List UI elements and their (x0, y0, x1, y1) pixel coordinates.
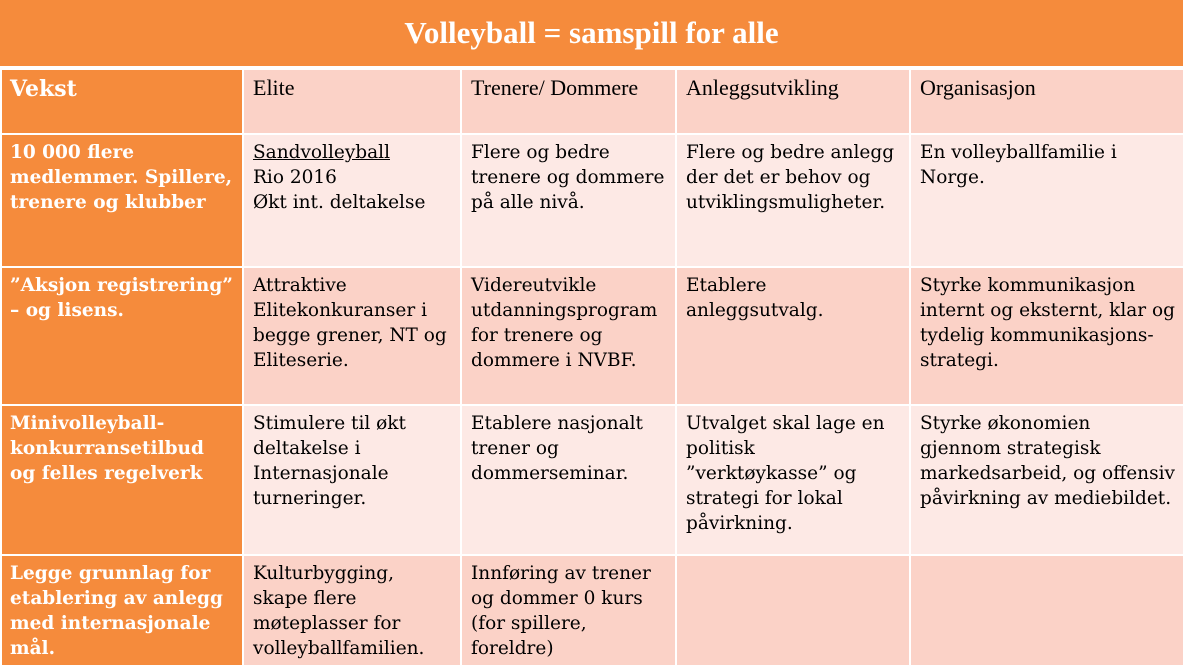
header-organisasjon: Organisasjon (910, 69, 1183, 134)
cell-organisasjon: En volleyballfamilie i Norge. (910, 134, 1183, 267)
cell-anlegg: Etablere anleggsutvalg. (676, 267, 910, 405)
cell-organisasjon: Styrke økonomien gjennom strategisk markedsarbeid, og offensiv påvirkning av mediebildet. (910, 405, 1183, 555)
cell-trenere: Innføring av trener og dommer 0 kurs (for spillere, foreldre) (461, 555, 676, 666)
strategy-table (0, 68, 1183, 667)
cell-elite: Stimulere til økt deltakelse i Internasjonale turneringer. (243, 405, 461, 555)
cell-elite: Kulturbygging, skape flere møteplasser for volleyballfamilien. (243, 555, 461, 666)
row-label: 10 000 flere medlemmer. Spillere, trenere og klubber (1, 134, 243, 267)
cell-trenere: Flere og bedre trenere og dommere på alle nivå. (461, 134, 676, 267)
header-elite: Elite (243, 69, 461, 134)
cell-trenere: Etablere nasjonalt trener og dommerseminar. (461, 405, 676, 555)
cell-anlegg: Utvalget skal lage en politisk ”verktøykasse” og strategi for lokal påvirkning. (676, 405, 910, 555)
table-row (1, 134, 1183, 267)
elite-line: Økt int. deltakelse (253, 192, 426, 213)
cell-anlegg (676, 555, 910, 666)
table-row (1, 555, 1183, 666)
table-header-row (1, 69, 1183, 134)
slide-title: Volleyball = samspill for alle (0, 0, 1183, 68)
header-anleggsutvikling: Anleggsutvikling (676, 69, 910, 134)
row-label: ”Aksjon registrering” – og lisens. (1, 267, 243, 405)
elite-underlined-text: Sandvolleyball (253, 142, 390, 163)
table-row (1, 405, 1183, 555)
header-trenere-dommere: Trenere/ Dommere (461, 69, 676, 134)
cell-elite (243, 134, 461, 267)
row-label: Minivolleyball-konkurransetilbud og felles regelverk (1, 405, 243, 555)
cell-elite: Attraktive Elitekonkuranser i begge grener, NT og Eliteserie. (243, 267, 461, 405)
table-row (1, 267, 1183, 405)
cell-organisasjon (910, 555, 1183, 666)
cell-organisasjon: Styrke kommunikasjon internt og eksternt, klar og tydelig kommunikasjons-strategi. (910, 267, 1183, 405)
elite-line: Rio 2016 (253, 167, 337, 188)
header-vekst: Vekst (1, 69, 243, 134)
cell-anlegg: Flere og bedre anlegg der det er behov og utviklingsmuligheter. (676, 134, 910, 267)
cell-trenere: Videreutvikle utdanningsprogram for trenere og dommere i NVBF. (461, 267, 676, 405)
row-label: Legge grunnlag for etablering av anlegg med internasjonale mål. (1, 555, 243, 666)
